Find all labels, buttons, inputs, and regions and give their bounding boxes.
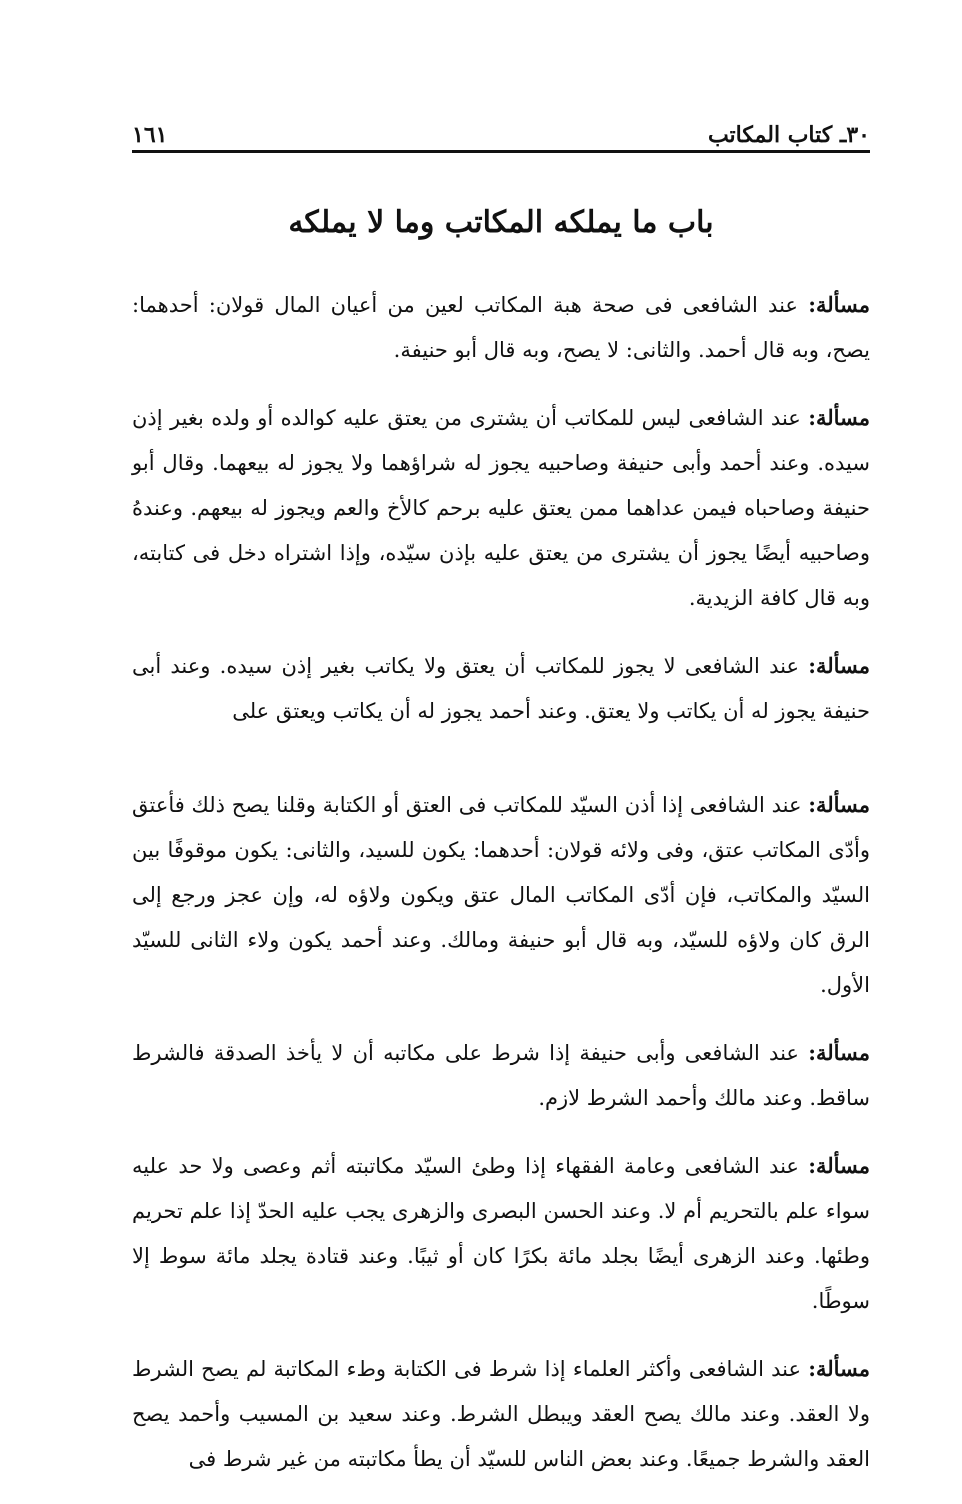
issue-lead: مسألة:	[808, 292, 870, 317]
issue-lead: مسألة:	[808, 1356, 870, 1381]
issue-lead: مسألة:	[808, 1040, 870, 1065]
issue-text: عند الشافعى لا يجوز للمكاتب أن يعتق ولا يكاتب بغير إذن سيده. وعند أبى حنيفة يجوز له أن يكاتب ولا يعتق. وعند أحمد يجوز له أن يكاتب ويعتق على	[132, 654, 870, 723]
issue-text: عند الشافعى فى صحة هبة المكاتب لعين من أعيان المال قولان: أحدهما: يصح، وبه قال أحمد. والثانى: لا يصح، وبه قال أبو حنيفة.	[132, 293, 870, 362]
issue-paragraph	[132, 1030, 870, 1121]
issue-paragraph	[132, 782, 870, 1008]
header-rule	[132, 150, 870, 153]
issue-text: عند الشافعى ليس للمكاتب أن يشترى من يعتق عليه كوالده أو ولده بغير إذن سيده. وعند أحمد وأبى حنيفة وصاحبيه يجوز له شراؤهما ولا يجوز له بيعهما. وقال أبو حنيفة وصاحباه فيمن عداهما ممن يعتق عليه برحم كالأخ والعم ويجوز له بيعهم. وعندهُ وصاحبيه أيضًا يجوز أن يشترى من يعتق عليه بإذن سيّده، وإذا اشتراه دخل فى كتابته، وبه قال كافة الزيدية.	[132, 406, 870, 610]
issue-lead: مسألة:	[808, 405, 870, 430]
section-title: باب ما يملكه المكاتب وما لا يملكه	[288, 205, 714, 240]
issue-paragraph	[132, 643, 870, 734]
issue-paragraph	[132, 282, 870, 373]
issue-paragraph	[132, 395, 870, 621]
issue-text: عند الشافعى وأكثر العلماء إذا شرط فى الكتابة وطء المكاتبة لم يصح الشرط ولا العقد. وعند مالك يصح العقد ويبطل الشرط. وعند سعيد بن المسيب وأحمد يصح العقد والشرط جميعًا. وعند بعض الناس للسيّد أن يطأ مكاتبته من غير شرط فى	[132, 1357, 870, 1471]
issue-text: عند الشافعى إذا أذن السيّد للمكاتب فى العتق أو الكتابة وقلنا يصح ذلك فأعتق وأدّى المكاتب عتق، وفى ولائه قولان: أحدهما: يكون للسيد، والثانى: يكون موقوفًا بين السيّد والمكاتب، فإن أدّى المكاتب المال عتق ويكون ولاؤه له، وإن عجز ورجع إلى الرق كان ولاؤه للسيّد، وبه قال أبو حنيفة ومالك. وعند أحمد يكون ولاء الثانى للسيّد الأول.	[132, 793, 870, 997]
issue-lead: مسألة:	[808, 792, 870, 817]
text-body	[132, 282, 870, 1504]
issue-paragraph	[132, 1143, 870, 1324]
page-number: ١٦١	[132, 122, 168, 148]
issue-text: عند الشافعى وأبى حنيفة إذا شرط على مكاتبه أن لا يأخذ الصدقة فالشرط ساقط. وعند مالك وأحمد الشرط لازم.	[132, 1041, 870, 1110]
running-header	[132, 108, 870, 148]
issue-paragraph	[132, 1346, 870, 1482]
issue-lead: مسألة:	[808, 653, 870, 678]
chapter-heading: ٣٠ـ كتاب المكاتب	[707, 122, 870, 148]
issue-lead: مسألة:	[808, 1153, 870, 1178]
issue-text: عند الشافعى وعامة الفقهاء إذا وطئ السيّد مكاتبته أثم وعصى ولا حد عليه سواء علم بالتحريم أم لا. وعند الحسن البصرى والزهرى يجب عليه الحدّ إذا علم تحريم وطئها. وعند الزهرى أيضًا بجلد مائة بكرًا كان أو ثيبًا. وعند قتادة يجلد مائة سوط إلا سوطًا.	[132, 1154, 870, 1313]
